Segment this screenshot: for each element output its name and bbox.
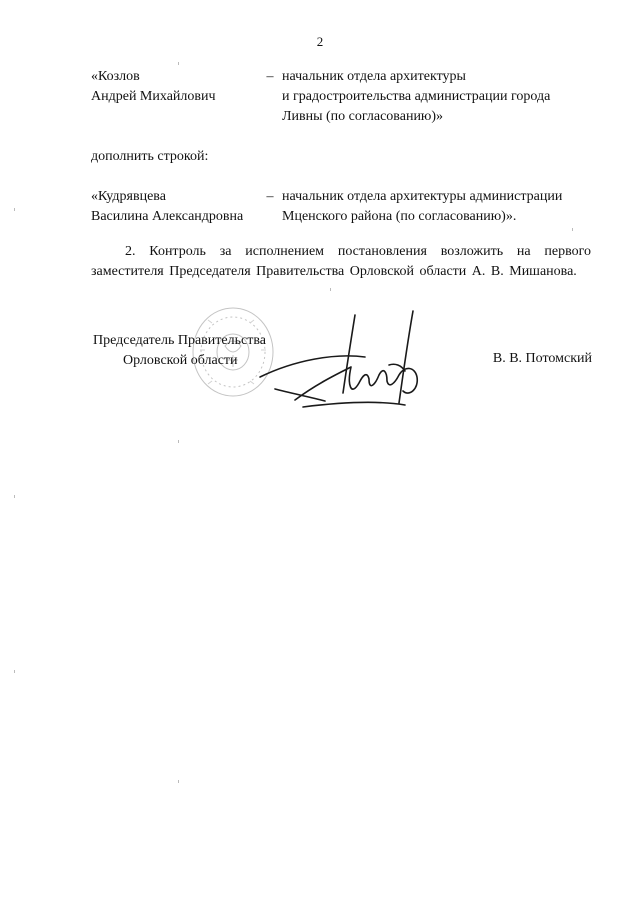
- member-given-names: Василина Александровна: [91, 209, 244, 224]
- position-line: Мценского района (по согласованию)».: [282, 209, 517, 224]
- scan-speck: [178, 62, 179, 65]
- entry-dash: –: [266, 189, 274, 204]
- signatory-title-line: Орловской области: [123, 353, 238, 368]
- member-entry-kudryavtseva: [91, 187, 591, 227]
- member-position: [282, 187, 602, 227]
- supplement-label: дополнить строкой:: [91, 149, 209, 164]
- scan-speck: [330, 288, 331, 291]
- member-name: [91, 187, 266, 227]
- scan-speck: [14, 670, 15, 673]
- signatory-name: В. В. Потомский: [492, 351, 592, 366]
- scan-speck: [178, 440, 179, 443]
- position-line: начальник отдела архитектуры администрации: [282, 189, 563, 204]
- member-name: [91, 67, 266, 107]
- position-line: Ливны (по согласованию)»: [282, 109, 444, 124]
- handwritten-signature: [255, 305, 435, 425]
- signatory-title-line: Председатель Правительства: [93, 333, 266, 348]
- member-surname: «Кудрявцева: [91, 189, 166, 204]
- scan-speck: [178, 780, 179, 783]
- member-given-names: Андрей Михайлович: [91, 89, 216, 104]
- member-entry-kozlov: [91, 67, 591, 127]
- paragraph-control-clause: 2. Контроль за исполнением постановления возложить на первого заместителя Председателя Правительства Орловской области А. В. Мишанова.: [91, 244, 591, 279]
- member-surname: «Козлов: [91, 69, 140, 84]
- position-line: и градостроительства администрации города: [282, 89, 551, 104]
- scan-speck: [14, 208, 15, 211]
- scan-speck: [14, 495, 15, 498]
- page-number: 2: [316, 34, 324, 49]
- position-line: начальник отдела архитектуры: [282, 69, 466, 84]
- entry-dash: –: [266, 69, 274, 84]
- scan-speck: [572, 228, 573, 231]
- member-position: [282, 67, 602, 127]
